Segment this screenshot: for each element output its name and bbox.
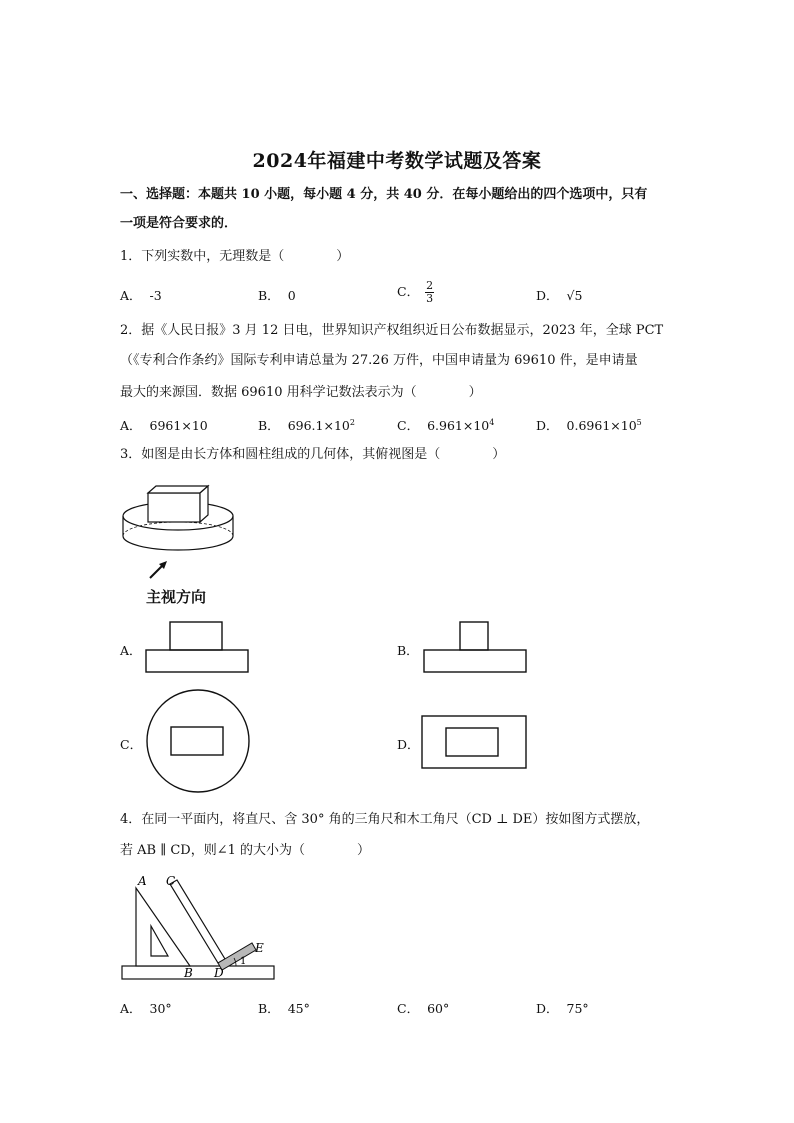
option-value: 60° (427, 1001, 450, 1016)
box-view (170, 622, 222, 650)
q2-line3: 最大的来源国．数据 69610 用科学记数法表示为（ ） (120, 385, 482, 400)
option-label: B． (258, 418, 280, 433)
option-value: 696.1×10 (287, 418, 350, 433)
q3-option-d-figure[interactable] (420, 714, 528, 770)
fraction-denominator: 3 (426, 292, 434, 305)
q3-option-d-label[interactable]: D． (397, 737, 420, 752)
option-value: -3 (149, 288, 162, 303)
option-value: 0.6961×10 (566, 418, 637, 433)
fraction-numerator: 2 (426, 279, 434, 292)
q4-option-d[interactable] (536, 999, 589, 1017)
exponent: 5 (636, 417, 642, 427)
option-label: A． (120, 418, 142, 433)
label-e: E (255, 941, 264, 955)
q4-option-c[interactable] (397, 999, 449, 1017)
q1-option-a[interactable] (120, 286, 162, 304)
label-b: B (184, 966, 193, 980)
option-value: 75° (566, 1001, 589, 1016)
q2-option-c[interactable] (397, 416, 494, 434)
q4-option-a[interactable] (120, 999, 172, 1017)
q1-option-d[interactable] (536, 286, 582, 304)
box-front (148, 493, 200, 522)
q3-option-a-figure[interactable] (144, 620, 250, 674)
q1-option-b[interactable] (258, 286, 296, 304)
cylinder-bottom-front (123, 536, 233, 550)
option-label: D． (536, 418, 559, 433)
outer-rect-view (422, 716, 526, 768)
exponent: 2 (349, 417, 355, 427)
option-label: B． (258, 288, 280, 303)
option-label: D． (536, 288, 559, 303)
label-c: C (166, 874, 176, 888)
q4-figure (118, 868, 278, 986)
q3-stem: 3．如图是由长方体和圆柱组成的几何体，其俯视图是（ ） (120, 447, 506, 462)
section-heading-line2: 一项是符合要求的． (120, 216, 238, 231)
option-label: A． (120, 1001, 142, 1016)
exponent: 4 (489, 417, 495, 427)
option-value: 6961×10 (149, 418, 208, 433)
circle-view (147, 690, 249, 792)
fraction (425, 280, 434, 305)
option-value: 45° (287, 1001, 310, 1016)
q2-option-b[interactable] (258, 416, 355, 434)
q4-line1: 4．在同一平面内，将直尺、含 30° 角的三角尺和木工角尺（CD ⊥ DE）按如图方式摆放， (120, 812, 650, 827)
page-title: 2024年福建中考数学试题及答案 (252, 150, 542, 172)
section-heading-line1: 一、选择题：本题共 10 小题，每小题 4 分，共 40 分．在每小题给出的四个选项中，只有 (120, 187, 648, 202)
q3-option-b-label[interactable]: B． (397, 643, 419, 658)
q4-line2: 若 AB ∥ CD，则∠1 的大小为（ ） (120, 843, 371, 858)
option-value: 6.961×10 (427, 418, 490, 433)
option-value: √5 (566, 288, 583, 303)
base-view (424, 650, 526, 672)
q2-option-d[interactable] (536, 416, 642, 434)
label-a: A (138, 874, 147, 888)
option-label: B． (258, 1001, 280, 1016)
box-top (148, 486, 208, 493)
option-label: A． (120, 288, 142, 303)
option-label: C． (397, 1001, 420, 1016)
base-view (146, 650, 248, 672)
option-label: D． (536, 1001, 559, 1016)
box-view (171, 727, 223, 755)
option-value: 0 (287, 288, 296, 303)
label-angle-1: 1 (240, 956, 247, 967)
q2-option-a[interactable] (120, 416, 208, 434)
q3-option-c-figure[interactable] (144, 688, 252, 796)
q1-stem: 1．下列实数中，无理数是（ ） (120, 249, 350, 264)
q3-option-a-label[interactable]: A． (120, 643, 142, 658)
q2-line1: 2．据《人民日报》3 月 12 日电，世界知识产权组织近日公布数据显示，2023 年，全球 PCT (120, 323, 664, 338)
box-view (446, 728, 498, 756)
cylinder-bottom-back (123, 522, 233, 536)
q4-option-b[interactable] (258, 999, 310, 1017)
q3-option-b-figure[interactable] (422, 620, 528, 674)
q3-option-c-label[interactable]: C． (120, 737, 143, 752)
q2-line2: （《专利合作条约》国际专利申请总量为 27.26 万件，中国申请量为 69610 件，是申请量 (120, 353, 638, 368)
figure-caption: 主视方向 (146, 588, 207, 606)
option-label: C． (397, 284, 420, 299)
option-value: 30° (149, 1001, 172, 1016)
option-label: C． (397, 418, 420, 433)
box-side (200, 486, 208, 522)
label-d: D (214, 966, 224, 980)
box-view (460, 622, 488, 650)
ruler (122, 966, 274, 979)
q1-option-c[interactable] (397, 280, 434, 305)
